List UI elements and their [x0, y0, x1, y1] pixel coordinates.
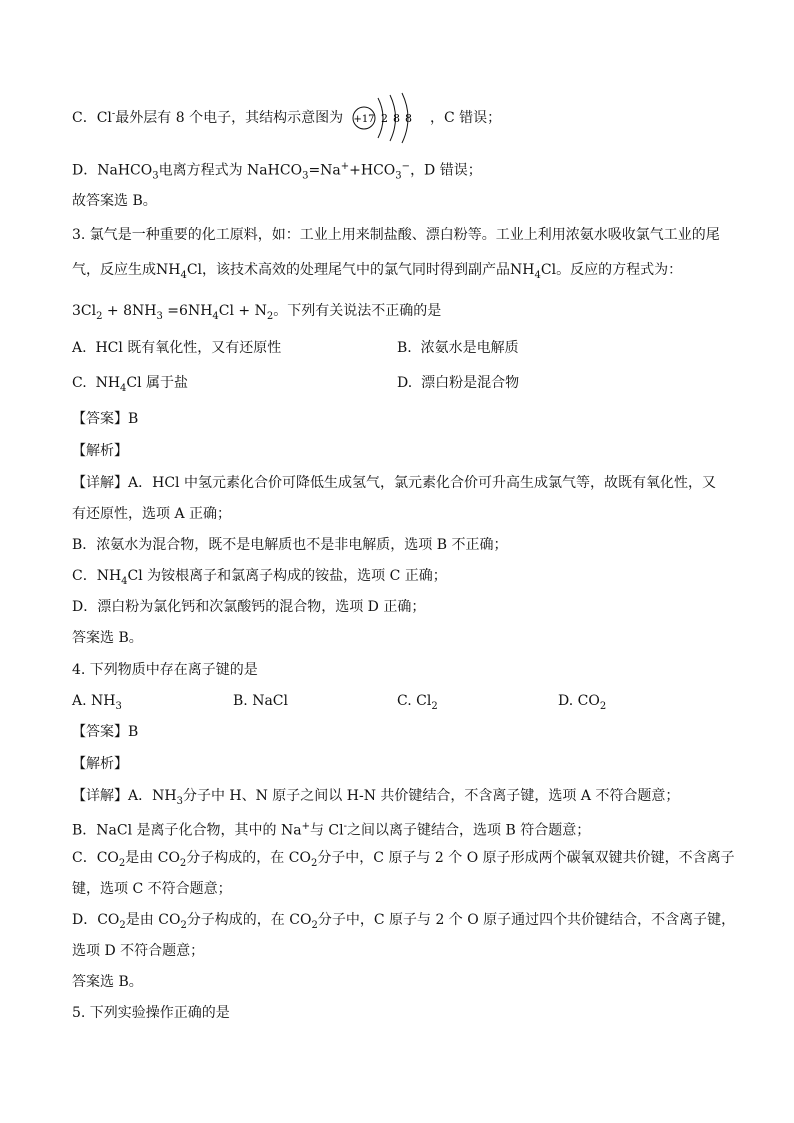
q4-detail-c-line-2: 键，选项 C 不符合题意；	[72, 881, 232, 897]
q4-option-c: C. $Cl_2$	[397, 693, 438, 712]
q2-final-answer: 故答案选 B。	[72, 193, 157, 209]
q3-detail-d: D．漂白粉为氯化钙和次氯酸钙的混合物，选项 D 正确；	[72, 599, 426, 615]
q3-final-answer: 答案选 B。	[72, 630, 143, 646]
q3-option-c: C. $NH_4Cl$ 属于盐	[72, 375, 189, 394]
q3-detail-a-line-2: 有还原性，选项 A 正确；	[72, 506, 232, 522]
q3-analysis-tag: 【解析】	[72, 443, 128, 459]
q4-detail-b: B．NaCl 是离子化合物，其中的 Na+与 Cl-之间以离子键结合，选项 B 符合题意；	[72, 821, 591, 839]
shell-electrons-3: 8	[404, 112, 412, 125]
shell-electrons-1: 2	[380, 112, 388, 125]
shell-electrons-2: 8	[392, 112, 400, 125]
q2-option-d-line: D．NaHCO$_3$电离方程式为 $NaHCO_3=Na^++HCO_3^-$，D 错误；	[72, 161, 482, 182]
q3-option-d: D. 漂白粉是混合物	[397, 375, 520, 391]
q4-final-answer: 答案选 B。	[72, 974, 143, 990]
q4-detail-d-line-2: 选项 D 不符合题意；	[72, 943, 205, 959]
q4-option-b: B. NaCl	[233, 693, 288, 709]
q3-answer: 【答案】B	[72, 411, 139, 427]
q3-equation-line: $3Cl_2 + 8NH_3 =6NH_4Cl + N_2$。下列有关说法不正确的是	[72, 303, 442, 322]
q5-stem: 5. 下列实验操作正确的是	[72, 1005, 230, 1021]
q4-option-a: A. $NH_3$	[72, 693, 122, 712]
q3-stem-line-2: 气，反应生成$NH_4Cl$，该技术高效的处理尾气中的氯气同时得到副产品$NH_4Cl$。反应的方程式为：	[72, 262, 683, 281]
q4-answer: 【答案】B	[72, 724, 139, 740]
q4-stem: 4. 下列物质中存在离子键的是	[72, 662, 258, 678]
q4-detail-a: 【详解】A．$NH_3$分子中 H、N 原子之间以 H-N 共价键结合，不含离子键，选项 A 不符合题意；	[72, 788, 680, 807]
q4-detail-d-line-1: D．$CO_2$是由 $CO_2$分子构成的，在 $CO_2$分子中，C 原子与 2 个 O 原子通过四个共价键结合，不含离子键，	[72, 912, 736, 931]
q3-option-a: A. HCl 既有氧化性，又有还原性	[72, 340, 282, 356]
q4-option-d: D. $CO_2$	[558, 693, 607, 712]
q3-detail-c: C．$NH_4Cl$ 为铵根离子和氯离子构成的铵盐，选项 C 正确；	[72, 568, 447, 587]
q4-detail-c-line-1: C．$CO_2$是由 $CO_2$分子构成的，在 $CO_2$分子中，C 原子与 2 个 O 原子形成两个碳氧双键共价键，不含离子	[72, 850, 735, 869]
q4-analysis-tag: 【解析】	[72, 756, 128, 772]
nucleus-charge: +17	[353, 114, 375, 125]
q3-option-b: B. 浓氨水是电解质	[397, 340, 519, 356]
q3-stem-line-1: 3. 氯气是一种重要的化工原料，如：工业上用来制盐酸、漂白粉等。工业上利用浓氨水吸收氯气工业的尾	[72, 227, 720, 243]
q3-detail-a-line-1: 【详解】A．HCl 中氢元素化合价可降低生成氢气，氯元素化合价可升高生成氯气等，故既有氧化性，又	[72, 475, 716, 491]
atom-structure-diagram	[352, 92, 422, 144]
q3-detail-b: B．浓氨水为混合物，既不是电解质也不是非电解质，选项 B 不正确；	[72, 537, 508, 553]
q2-option-c-line: C．Cl-最外层有 8 个电子，其结构示意图为 +17 2 8 8 ，C 错误；	[72, 92, 501, 144]
